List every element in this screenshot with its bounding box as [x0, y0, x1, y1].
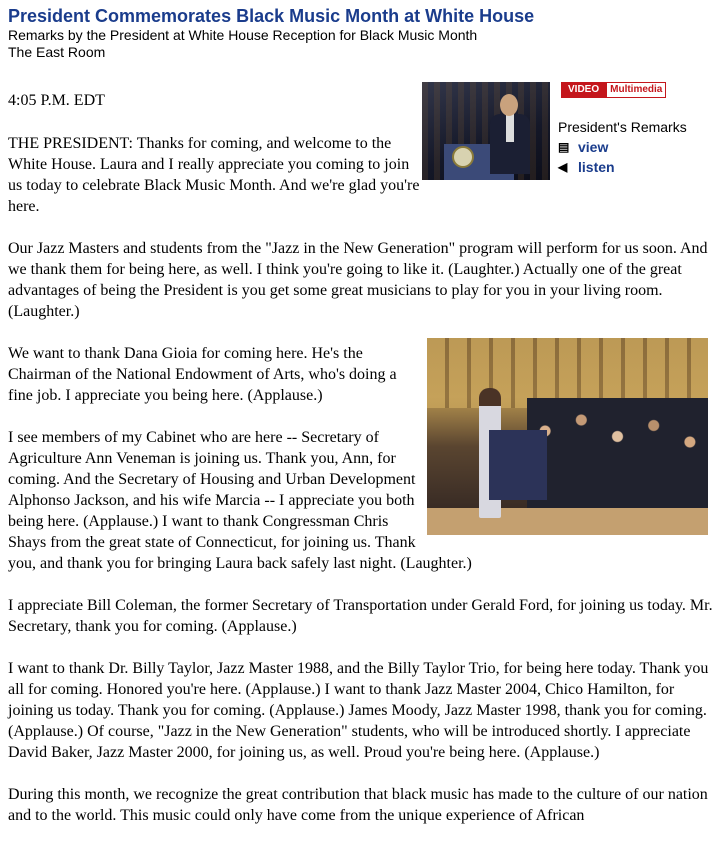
- speech-paragraph: I see members of my Cabinet who are here -- Secretary of Agriculture Ann Veneman is joining us. Thank you, Ann, for coming. And the Secretary of Housing and Urban Development Alphonso Jackson, and his wife Marcia -- I appreciate you both being here. (Applause.) I want to thank Congressman Chris Shays from the great state of Connecticut, for joining us. Thank you, and thank you for bringing Laura back safely last night. (Laughter.): [8, 427, 714, 574]
- speech-paragraph: We want to thank Dana Gioia for coming here. He's the Chairman of the National Endowment of Arts, who's doing a fine job. I appreciate you being here. (Applause.): [8, 345, 397, 404]
- speech-paragraph: Our Jazz Masters and students from the "Jazz in the New Generation" program will perform for us soon. And we thank them for being here, as well. I think you're going to like it. (Laughter.) Actually one of the great advantages of being the President is you get some great musicians to play for you in your living room. (Laughter.): [8, 240, 708, 320]
- page-subtitle: Remarks by the President at White House Reception for Black Music Month: [8, 27, 478, 43]
- speech-body: [8, 90, 714, 847]
- view-link-label[interactable]: view: [578, 139, 609, 155]
- location-label: The East Room: [8, 44, 106, 60]
- remarks-label: President's Remarks: [558, 119, 687, 135]
- page-title: President Commemorates Black Music Month at White House: [8, 6, 535, 26]
- listen-link-label[interactable]: listen: [578, 159, 615, 175]
- video-badge[interactable]: VIDEO: [561, 82, 606, 98]
- speaker-icon: ◀︎: [558, 160, 568, 174]
- page-header: [8, 6, 534, 61]
- speech-paragraph: I appreciate Bill Coleman, the former Secretary of Transportation under Gerald Ford, for joining us today. Mr. Secretary, thank you for coming. (Applause.): [8, 597, 713, 635]
- speech-time: 4:05 P.M. EDT: [8, 92, 105, 109]
- speech-paragraph: I want to thank Dr. Billy Taylor, Jazz Master 1988, and the Billy Taylor Trio, for being here today. Thank you all for coming. Honored you're here. (Applause.) I want to thank Jazz Master 2004, Chico Hamilton, for joining us today. Thank you for coming. (Applause.) James Moody, Jazz Master 1998, thank you for coming. (Applause.) Of course, "Jazz in the New Generation" students, who will be introduced shortly. I appreciate David Baker, Jazz Master 2000, for joining us, as well. Proud you're being here. (Applause.): [8, 660, 709, 761]
- film-icon: ▤: [558, 140, 570, 154]
- speech-paragraph: THE PRESIDENT: Thanks for coming, and welcome to the White House. Laura and I really appreciate you coming to join us today to celebrate Black Music Month. And we're glad you're here.: [8, 135, 420, 215]
- multimedia-badge[interactable]: Multimedia: [606, 82, 666, 98]
- photo-wrap-spacer: [420, 427, 714, 553]
- speech-paragraph: During this month, we recognize the great contribution that black music has made to the culture of our nation and to the world. This music could only have come from the unique experience of African: [8, 786, 708, 824]
